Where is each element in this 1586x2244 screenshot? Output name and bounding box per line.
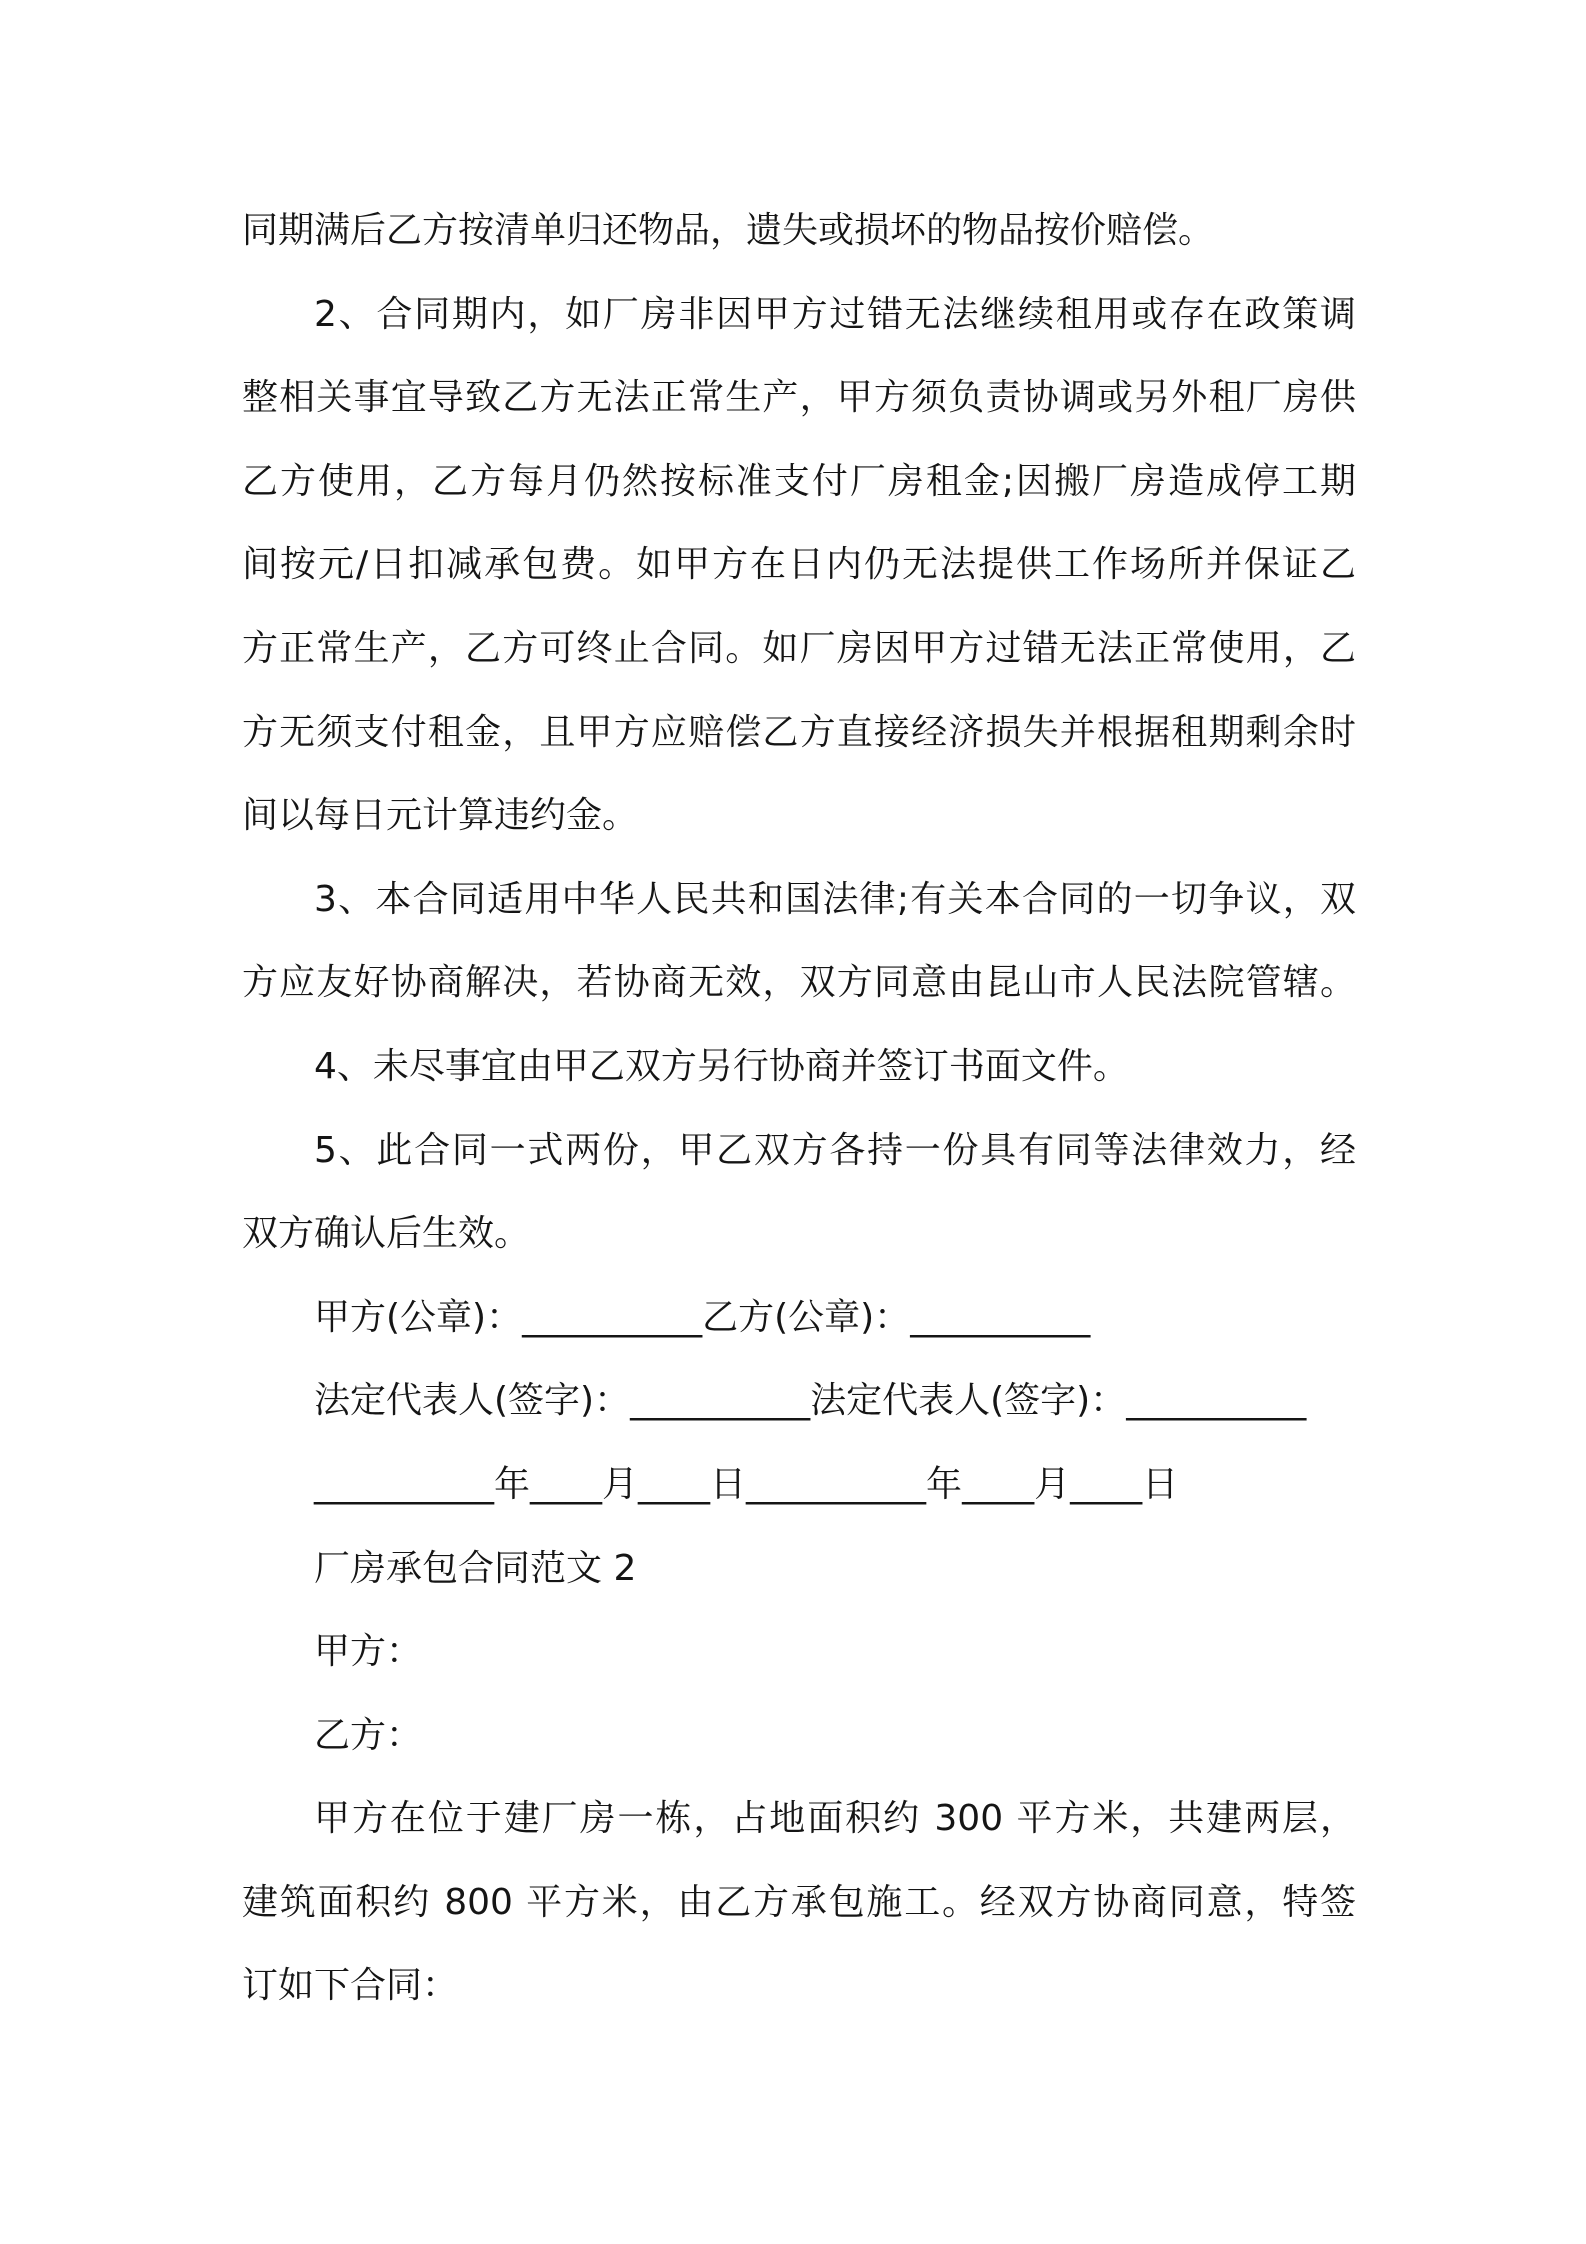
continuation-line: 同期满后乙方按清单归还物品，遗失或损坏的物品按价赔偿。 [242, 210, 1215, 251]
party-a-month-blank[interactable]: ____ [530, 1463, 603, 1505]
clause-2 [242, 273, 1356, 858]
day-label: 日 [1142, 1463, 1179, 1505]
clause-2-line-4: 间按元/日扣减承包费。如甲方在日内仍无法提供工作场所并保证乙 [242, 544, 1356, 586]
year-label: 年 [926, 1463, 963, 1505]
clause-4 [242, 1025, 1356, 1109]
party-a-day-blank[interactable]: ____ [638, 1463, 711, 1505]
party-a-year-blank[interactable]: __________ [314, 1463, 494, 1505]
clause-4-line-1: 4、未尽事宜由甲乙双方另行协商并签订书面文件。 [314, 1045, 1129, 1087]
party-a-representative-blank[interactable]: __________ [630, 1380, 811, 1422]
clause-3 [242, 858, 1356, 1025]
clause-2-line-7: 间以每日元计算违约金。 [242, 795, 639, 837]
clause-2-line-2: 整相关事宜导致乙方无法正常生产，甲方须负责协调或另外租厂房供 [242, 377, 1356, 419]
party-b-day-blank[interactable]: ____ [1070, 1463, 1143, 1505]
clause-5-line-2: 双方确认后生效。 [242, 1213, 531, 1255]
month-label: 月 [1034, 1463, 1071, 1505]
party-a-seal-blank[interactable]: __________ [522, 1296, 703, 1338]
contract-2-intro-line-3: 订如下合同： [242, 1965, 459, 2007]
clause-5-line-1: 5、此合同一式两份，甲乙双方各持一份具有同等法律效力，经 [314, 1129, 1356, 1171]
clause-2-line-3: 乙方使用，乙方每月仍然按标准支付厂房租金;因搬厂房造成停工期 [242, 460, 1356, 502]
contract-2 [242, 1527, 1356, 2029]
clause-5 [242, 1109, 1356, 1276]
representative-row [242, 1359, 1356, 1443]
contract-2-party-a: 甲方： [314, 1631, 423, 1673]
party-b-year-blank[interactable]: __________ [746, 1463, 927, 1505]
contract-2-intro-line-1: 甲方在位于建厂房一栋，占地面积约 300 平方米，共建两层， [314, 1798, 1356, 1840]
contract-2-title: 厂房承包合同范文 2 [314, 1547, 637, 1589]
party-b-month-blank[interactable]: ____ [962, 1463, 1035, 1505]
clause-3-line-2: 方应友好协商解决，若协商无效，双方同意由昆山市人民法院管辖。 [242, 962, 1356, 1004]
contract-2-intro-line-2: 建筑面积约 800 平方米，由乙方承包施工。经双方协商同意，特签 [242, 1881, 1356, 1923]
party-b-seal-blank[interactable]: __________ [910, 1296, 1091, 1338]
clause-2-line-5: 方正常生产，乙方可终止合同。如厂房因甲方过错无法正常使用，乙 [242, 627, 1356, 669]
clause-3-line-1: 3、本合同适用中华人民共和国法律;有关本合同的一切争议，双 [314, 878, 1356, 920]
party-a-seal-label: 甲方(公章)： [314, 1296, 523, 1338]
clause-2-line-6: 方无须支付租金，且甲方应赔偿乙方直接经济损失并根据租期剩余时 [242, 711, 1356, 753]
party-b-representative-label: 法定代表人(签字)： [810, 1380, 1127, 1422]
date-row [242, 1443, 1356, 1527]
clause-2-line-1: 2、合同期内，如厂房非因甲方过错无法继续租用或存在政策调 [314, 293, 1356, 335]
contract-2-party-b: 乙方： [314, 1714, 423, 1756]
month-label: 月 [602, 1463, 639, 1505]
party-b-seal-label: 乙方(公章)： [702, 1296, 911, 1338]
party-b-representative-blank[interactable]: __________ [1126, 1380, 1307, 1422]
signature-block [242, 1276, 1356, 1527]
year-label: 年 [494, 1463, 531, 1505]
party-a-representative-label: 法定代表人(签字)： [314, 1380, 631, 1422]
day-label: 日 [710, 1463, 747, 1505]
contract-body [242, 189, 1356, 2028]
seal-row [242, 1276, 1356, 1360]
